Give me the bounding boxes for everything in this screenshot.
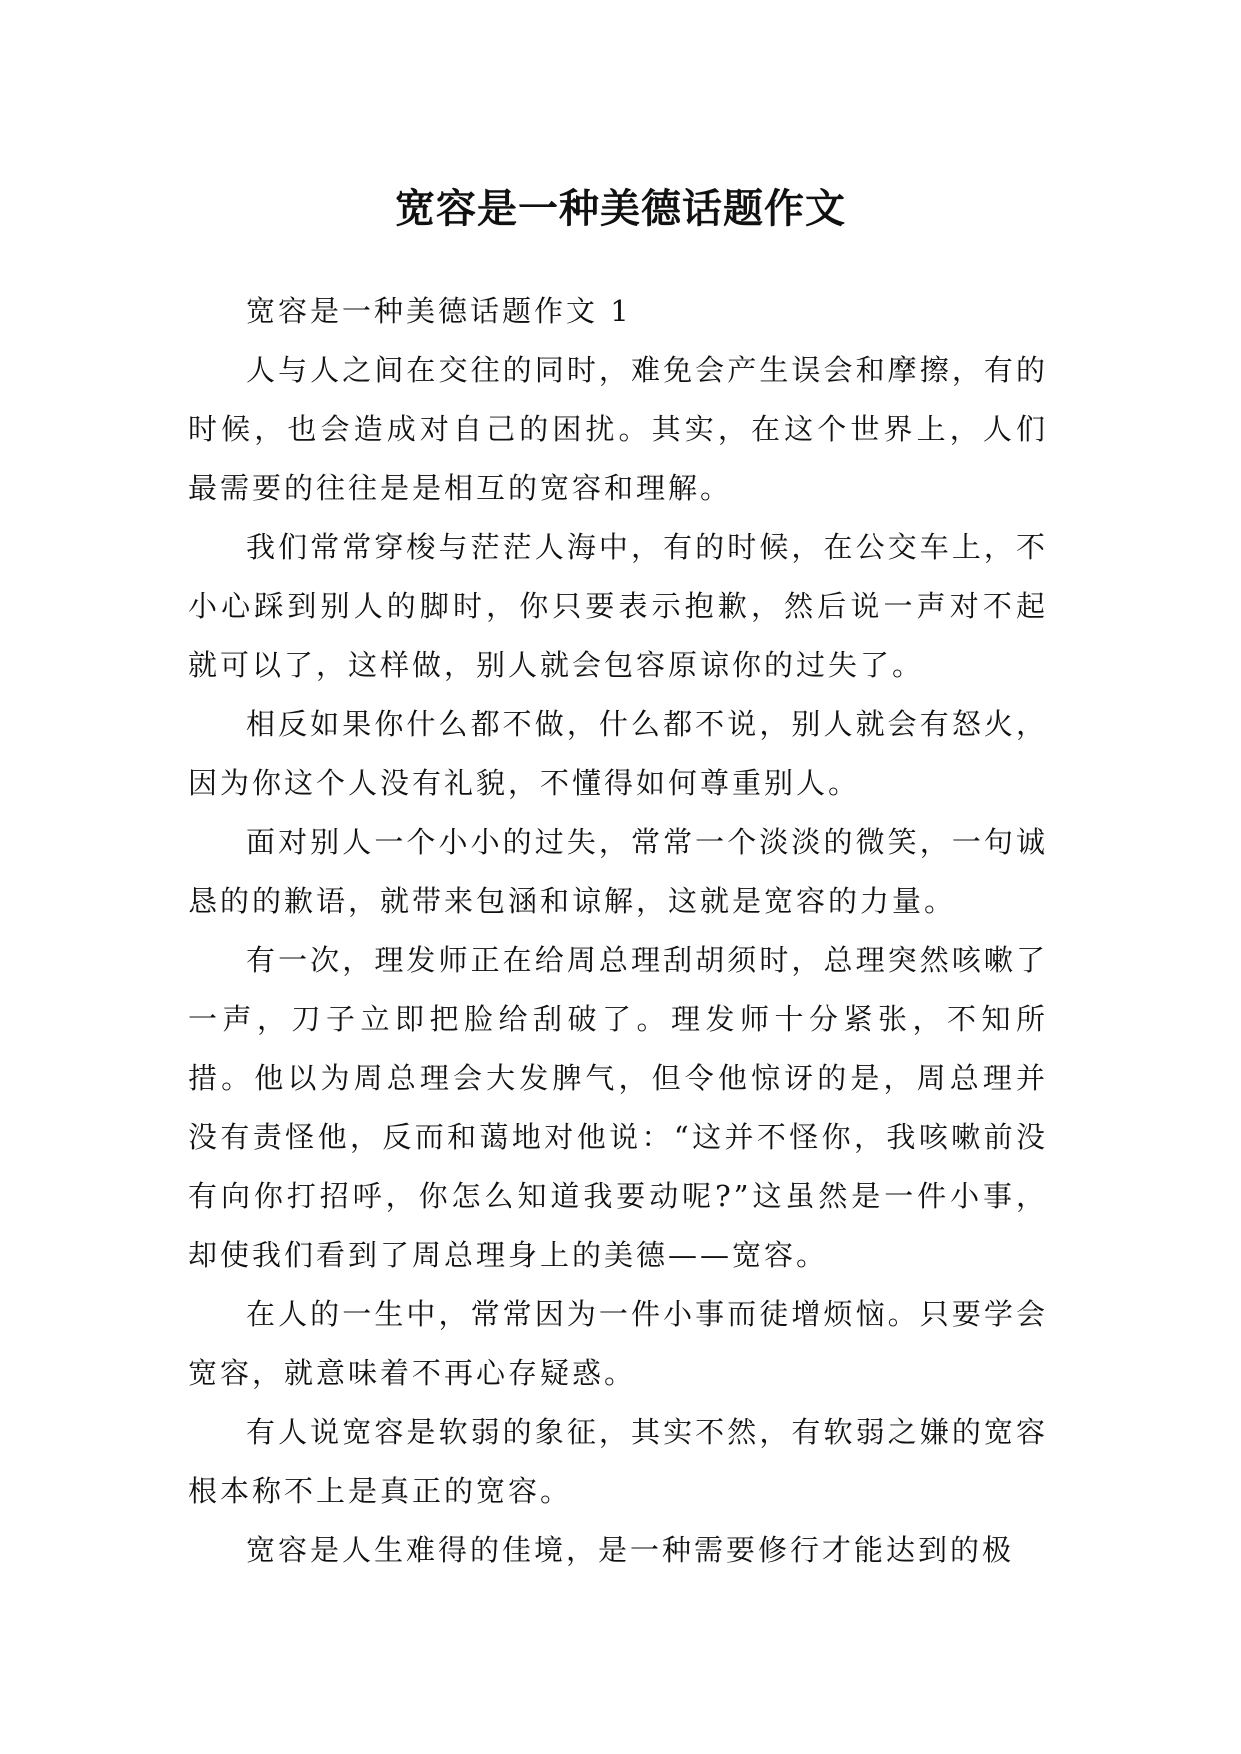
paragraph: 有一次，理发师正在给周总理刮胡须时，总理突然咳嗽了一声，刀子立即把脸给刮破了。理发师十分紧张，不知所措。他以为周总理会大发脾气，但令他惊讶的是，周总理并没有责怪他，反而和蔼地对他说：“这并不怪你，我咳嗽前没有向你打招呼，你怎么知道我要动呢?”这虽然是一件小事，却使我们看到了周总理身上的美德——宽容。 bbox=[188, 943, 1048, 1272]
page-title: 宽容是一种美德话题作文 bbox=[395, 184, 846, 232]
paragraph: 我们常常穿梭与茫茫人海中，有的时候，在公交车上，不小心踩到别人的脚时，你只要表示抱歉，然后说一声对不起就可以了，这样做，别人就会包容原谅你的过失了。 bbox=[188, 530, 1048, 682]
paragraph-heading: 宽容是一种美德话题作文 1 bbox=[246, 294, 632, 328]
document-body bbox=[188, 282, 1048, 1580]
paragraph: 在人的一生中，常常因为一件小事而徒增烦恼。只要学会宽容，就意味着不再心存疑惑。 bbox=[188, 1297, 1048, 1390]
paragraph: 有人说宽容是软弱的象征，其实不然，有软弱之嫌的宽容根本称不上是真正的宽容。 bbox=[188, 1415, 1048, 1508]
paragraph: 人与人之间在交往的同时，难免会产生误会和摩擦，有的时候，也会造成对自己的困扰。其实，在这个世界上，人们最需要的往往是是相互的宽容和理解。 bbox=[188, 353, 1048, 505]
paragraph: 宽容是人生难得的佳境，是一种需要修行才能达到的极 bbox=[246, 1533, 1015, 1567]
paragraph: 面对别人一个小小的过失，常常一个淡淡的微笑，一句诚恳的的歉语，就带来包涵和谅解，这就是宽容的力量。 bbox=[188, 825, 1048, 918]
paragraph: 相反如果你什么都不做，什么都不说，别人就会有怒火，因为你这个人没有礼貌，不懂得如何尊重别人。 bbox=[188, 707, 1048, 800]
